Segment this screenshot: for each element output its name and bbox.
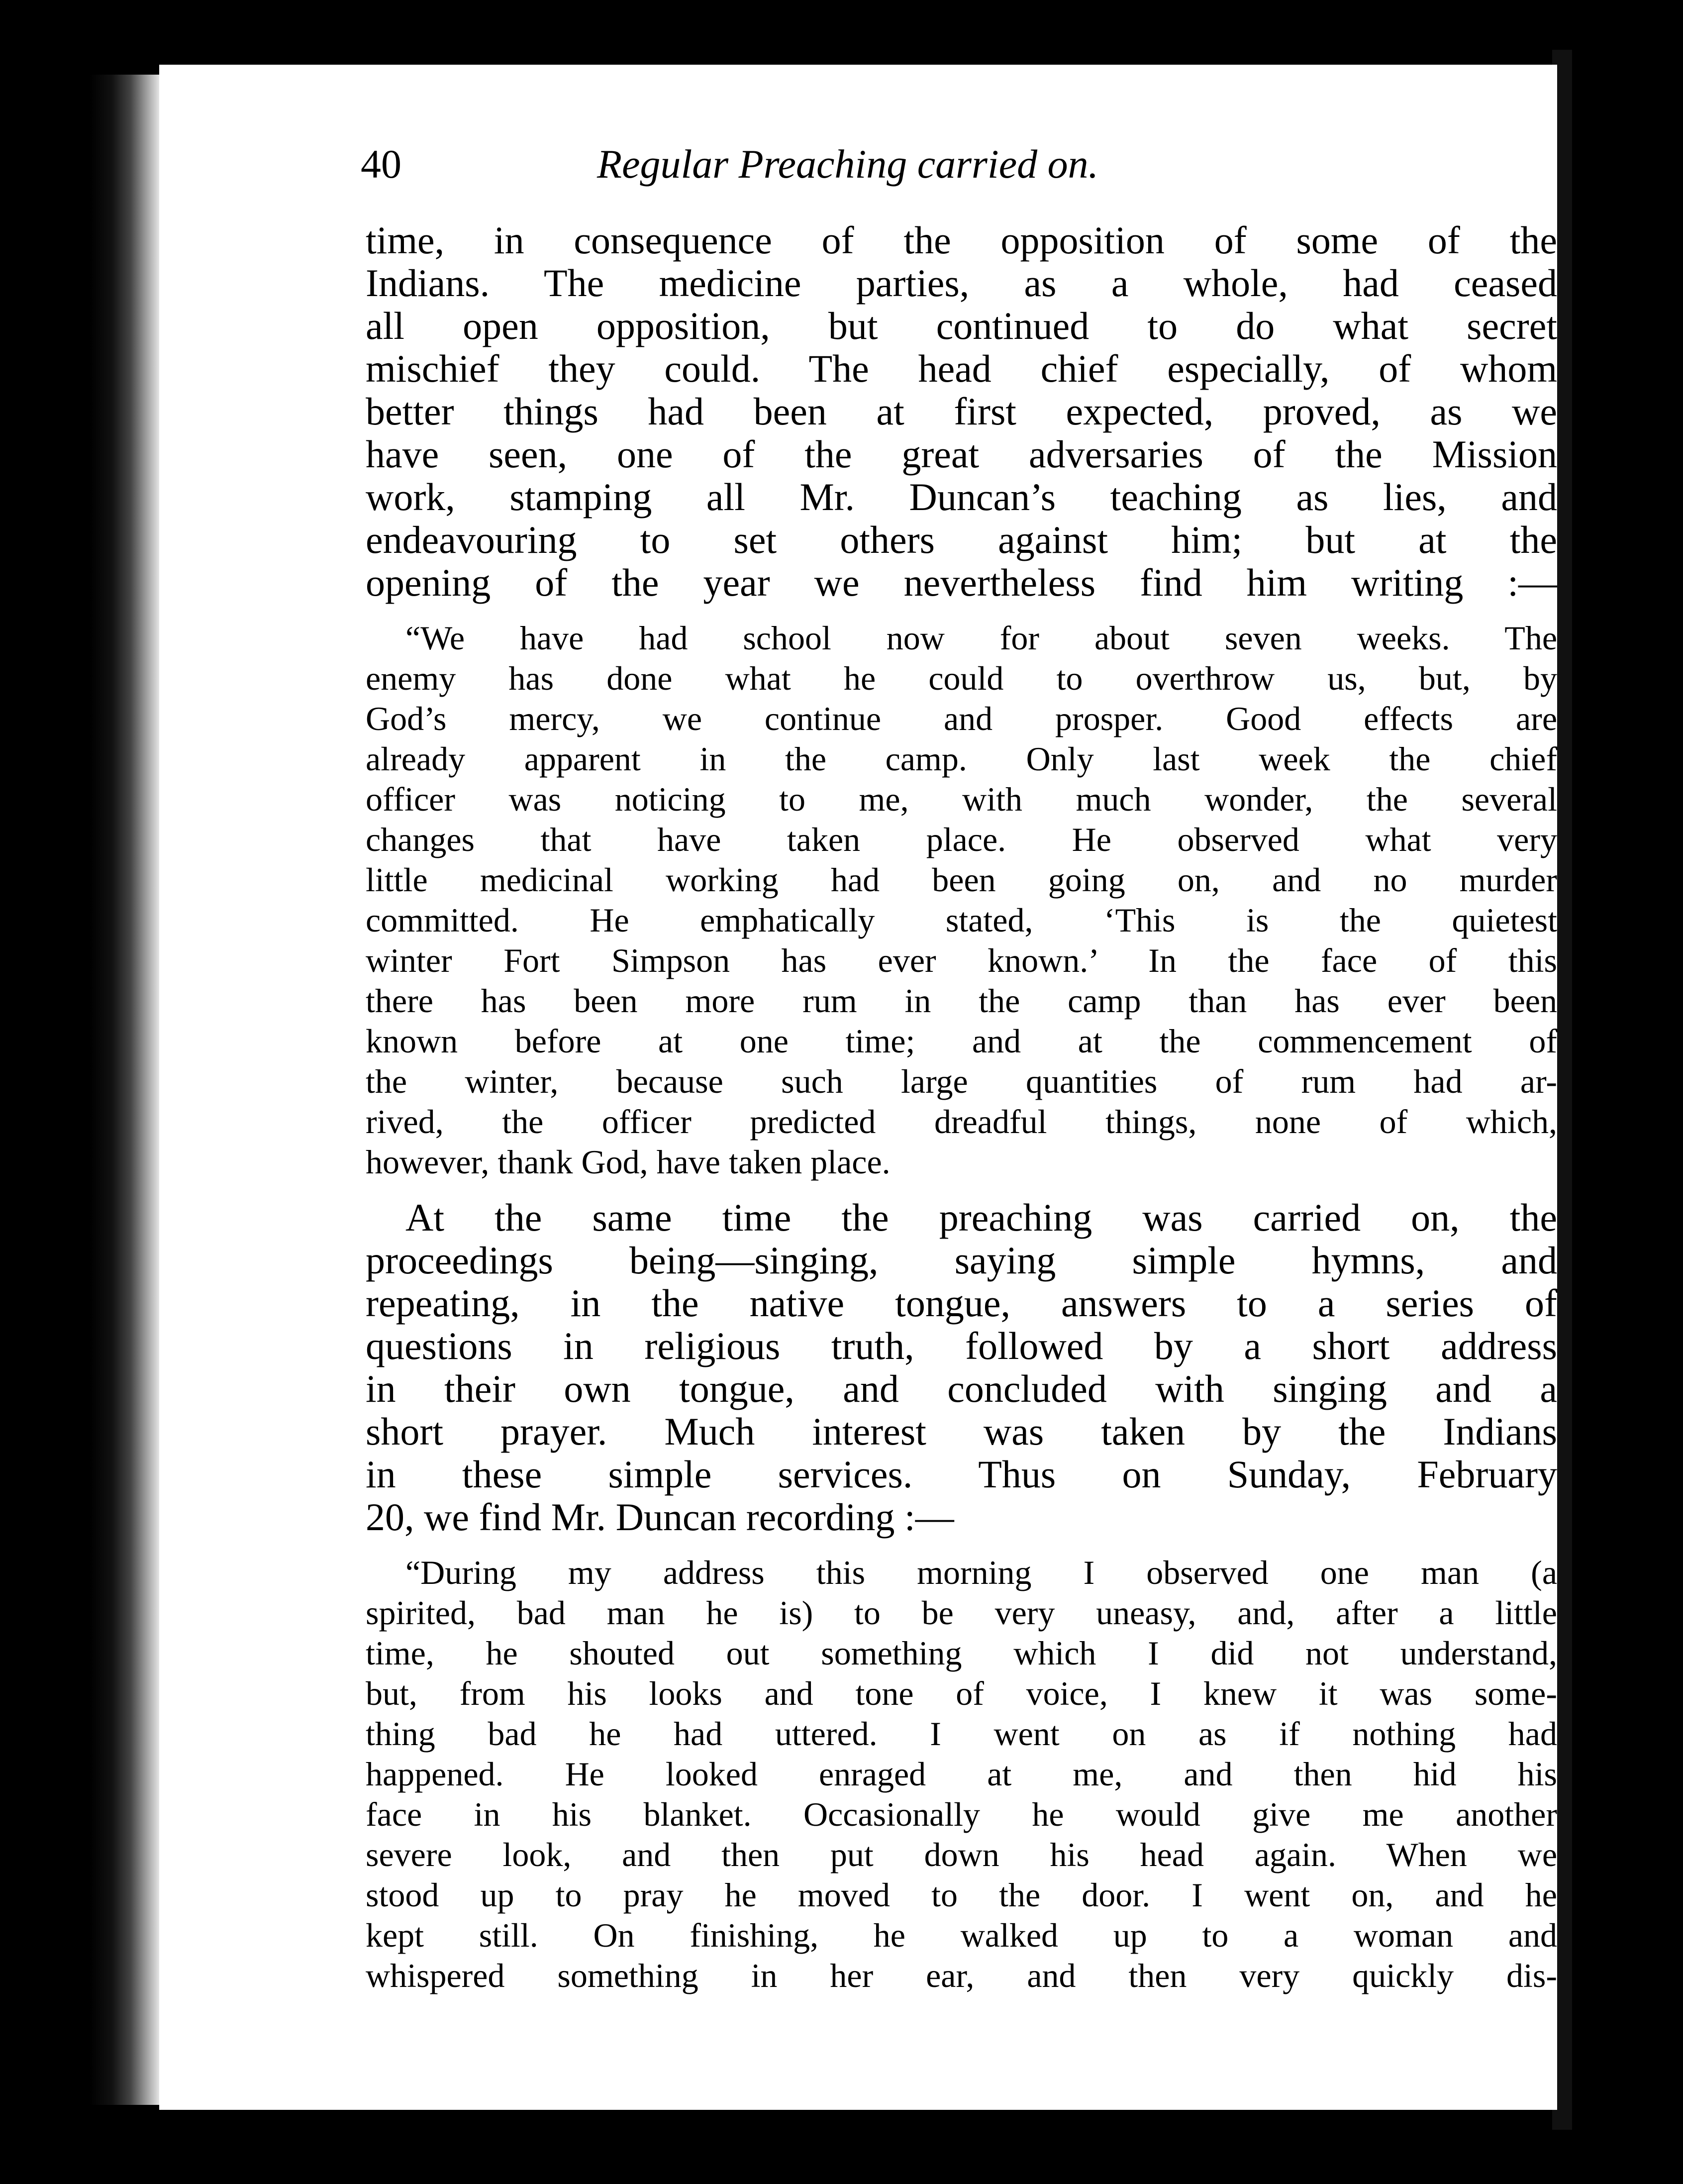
text-line: time, in consequence of the opposition of some of the: [366, 218, 1557, 262]
text-line: in these simple services. Thus on Sunday, February: [366, 1453, 1557, 1496]
book-binding-shadow: [90, 75, 164, 2105]
quote-line: time, he shouted out something which I did not understand,: [366, 1634, 1557, 1672]
quote-line: God’s mercy, we continue and prosper. Good effects are: [366, 700, 1557, 737]
quote-line: enemy has done what he could to overthrow us, but, by: [366, 659, 1557, 697]
book-page: [159, 65, 1557, 2110]
text-line: all open opposition, but continued to do what secret: [366, 304, 1557, 347]
quote-line: kept still. On finishing, he walked up to a woman and: [366, 1916, 1557, 1954]
text-line: work, stamping all Mr. Duncan’s teaching as lies, and: [366, 475, 1557, 519]
quote-line: little medicinal working had been going on, and no murder: [366, 861, 1557, 899]
quote-line: but, from his looks and tone of voice, I knew it was some-: [366, 1674, 1557, 1712]
text-line: mischief they could. The head chief especially, of whom: [366, 347, 1557, 390]
quote-line: spirited, bad man he is) to be very uneasy, and, after a little: [366, 1594, 1557, 1632]
text-line: have seen, one of the great adversaries of the Mission: [366, 432, 1557, 476]
paragraph-1: [366, 219, 1557, 604]
quote-line: stood up to pray he moved to the door. I went on, and he: [366, 1876, 1557, 1914]
paragraph-2: [366, 1196, 1557, 1539]
text-line: better things had been at first expected, proved, as we: [366, 390, 1557, 433]
page-text: [366, 219, 1557, 1996]
text-line: Indians. The medicine parties, as a whole, had ceased: [366, 261, 1557, 305]
quote-line: winter Fort Simpson has ever known.’ In the face of this: [366, 941, 1557, 979]
quote-line: “We have had school now for about seven weeks. The: [405, 619, 1557, 657]
quote-line: rived, the officer predicted dreadful things, none of which,: [366, 1103, 1557, 1141]
quote-line: committed. He emphatically stated, ‘This is the quietest: [366, 901, 1557, 939]
running-title: Regular Preaching carried on.: [597, 141, 1099, 187]
quote-line: officer was noticing to me, with much wonder, the several: [366, 780, 1557, 818]
quote-line: thing bad he had uttered. I went on as if nothing had: [366, 1715, 1557, 1753]
text-line: proceedings being—singing, saying simple hymns, and: [366, 1239, 1557, 1282]
quote-line: however, thank God, have taken place.: [366, 1143, 891, 1181]
text-line: in their own tongue, and concluded with singing and a: [366, 1367, 1557, 1410]
text-line: questions in religious truth, followed by a short address: [366, 1324, 1557, 1367]
text-line: short prayer. Much interest was taken by the Indians: [366, 1410, 1557, 1453]
quote-block-1: [366, 618, 1557, 1182]
text-line: 20, we find Mr. Duncan recording :—: [366, 1495, 954, 1539]
quote-line: face in his blanket. Occasionally he would give me another: [366, 1795, 1557, 1833]
quote-line: happened. He looked enraged at me, and then hid his: [366, 1755, 1557, 1793]
quote-line: “During my address this morning I observed one man (a: [405, 1554, 1557, 1591]
quote-line: whispered something in her ear, and then very quickly dis-: [366, 1957, 1557, 1994]
quote-line: already apparent in the camp. Only last week the chief: [366, 740, 1557, 778]
text-line: opening of the year we nevertheless find him writing :—: [366, 561, 1557, 604]
quote-line: known before at one time; and at the commencement of: [366, 1022, 1557, 1060]
text-line: repeating, in the native tongue, answers to a series of: [366, 1281, 1557, 1325]
quote-line: changes that have taken place. He observed what very: [366, 821, 1557, 858]
quote-line: the winter, because such large quantities of rum had ar-: [366, 1062, 1557, 1100]
text-line: endeavouring to set others against him; but at the: [366, 518, 1557, 561]
text-line: At the same time the preaching was carried on, the: [405, 1196, 1557, 1239]
quote-line: severe look, and then put down his head again. When we: [366, 1836, 1557, 1873]
quote-block-2: [366, 1553, 1557, 1996]
quote-line: there has been more rum in the camp than has ever been: [366, 982, 1557, 1020]
page-header: [159, 134, 1557, 194]
page-number: 40: [361, 141, 401, 187]
